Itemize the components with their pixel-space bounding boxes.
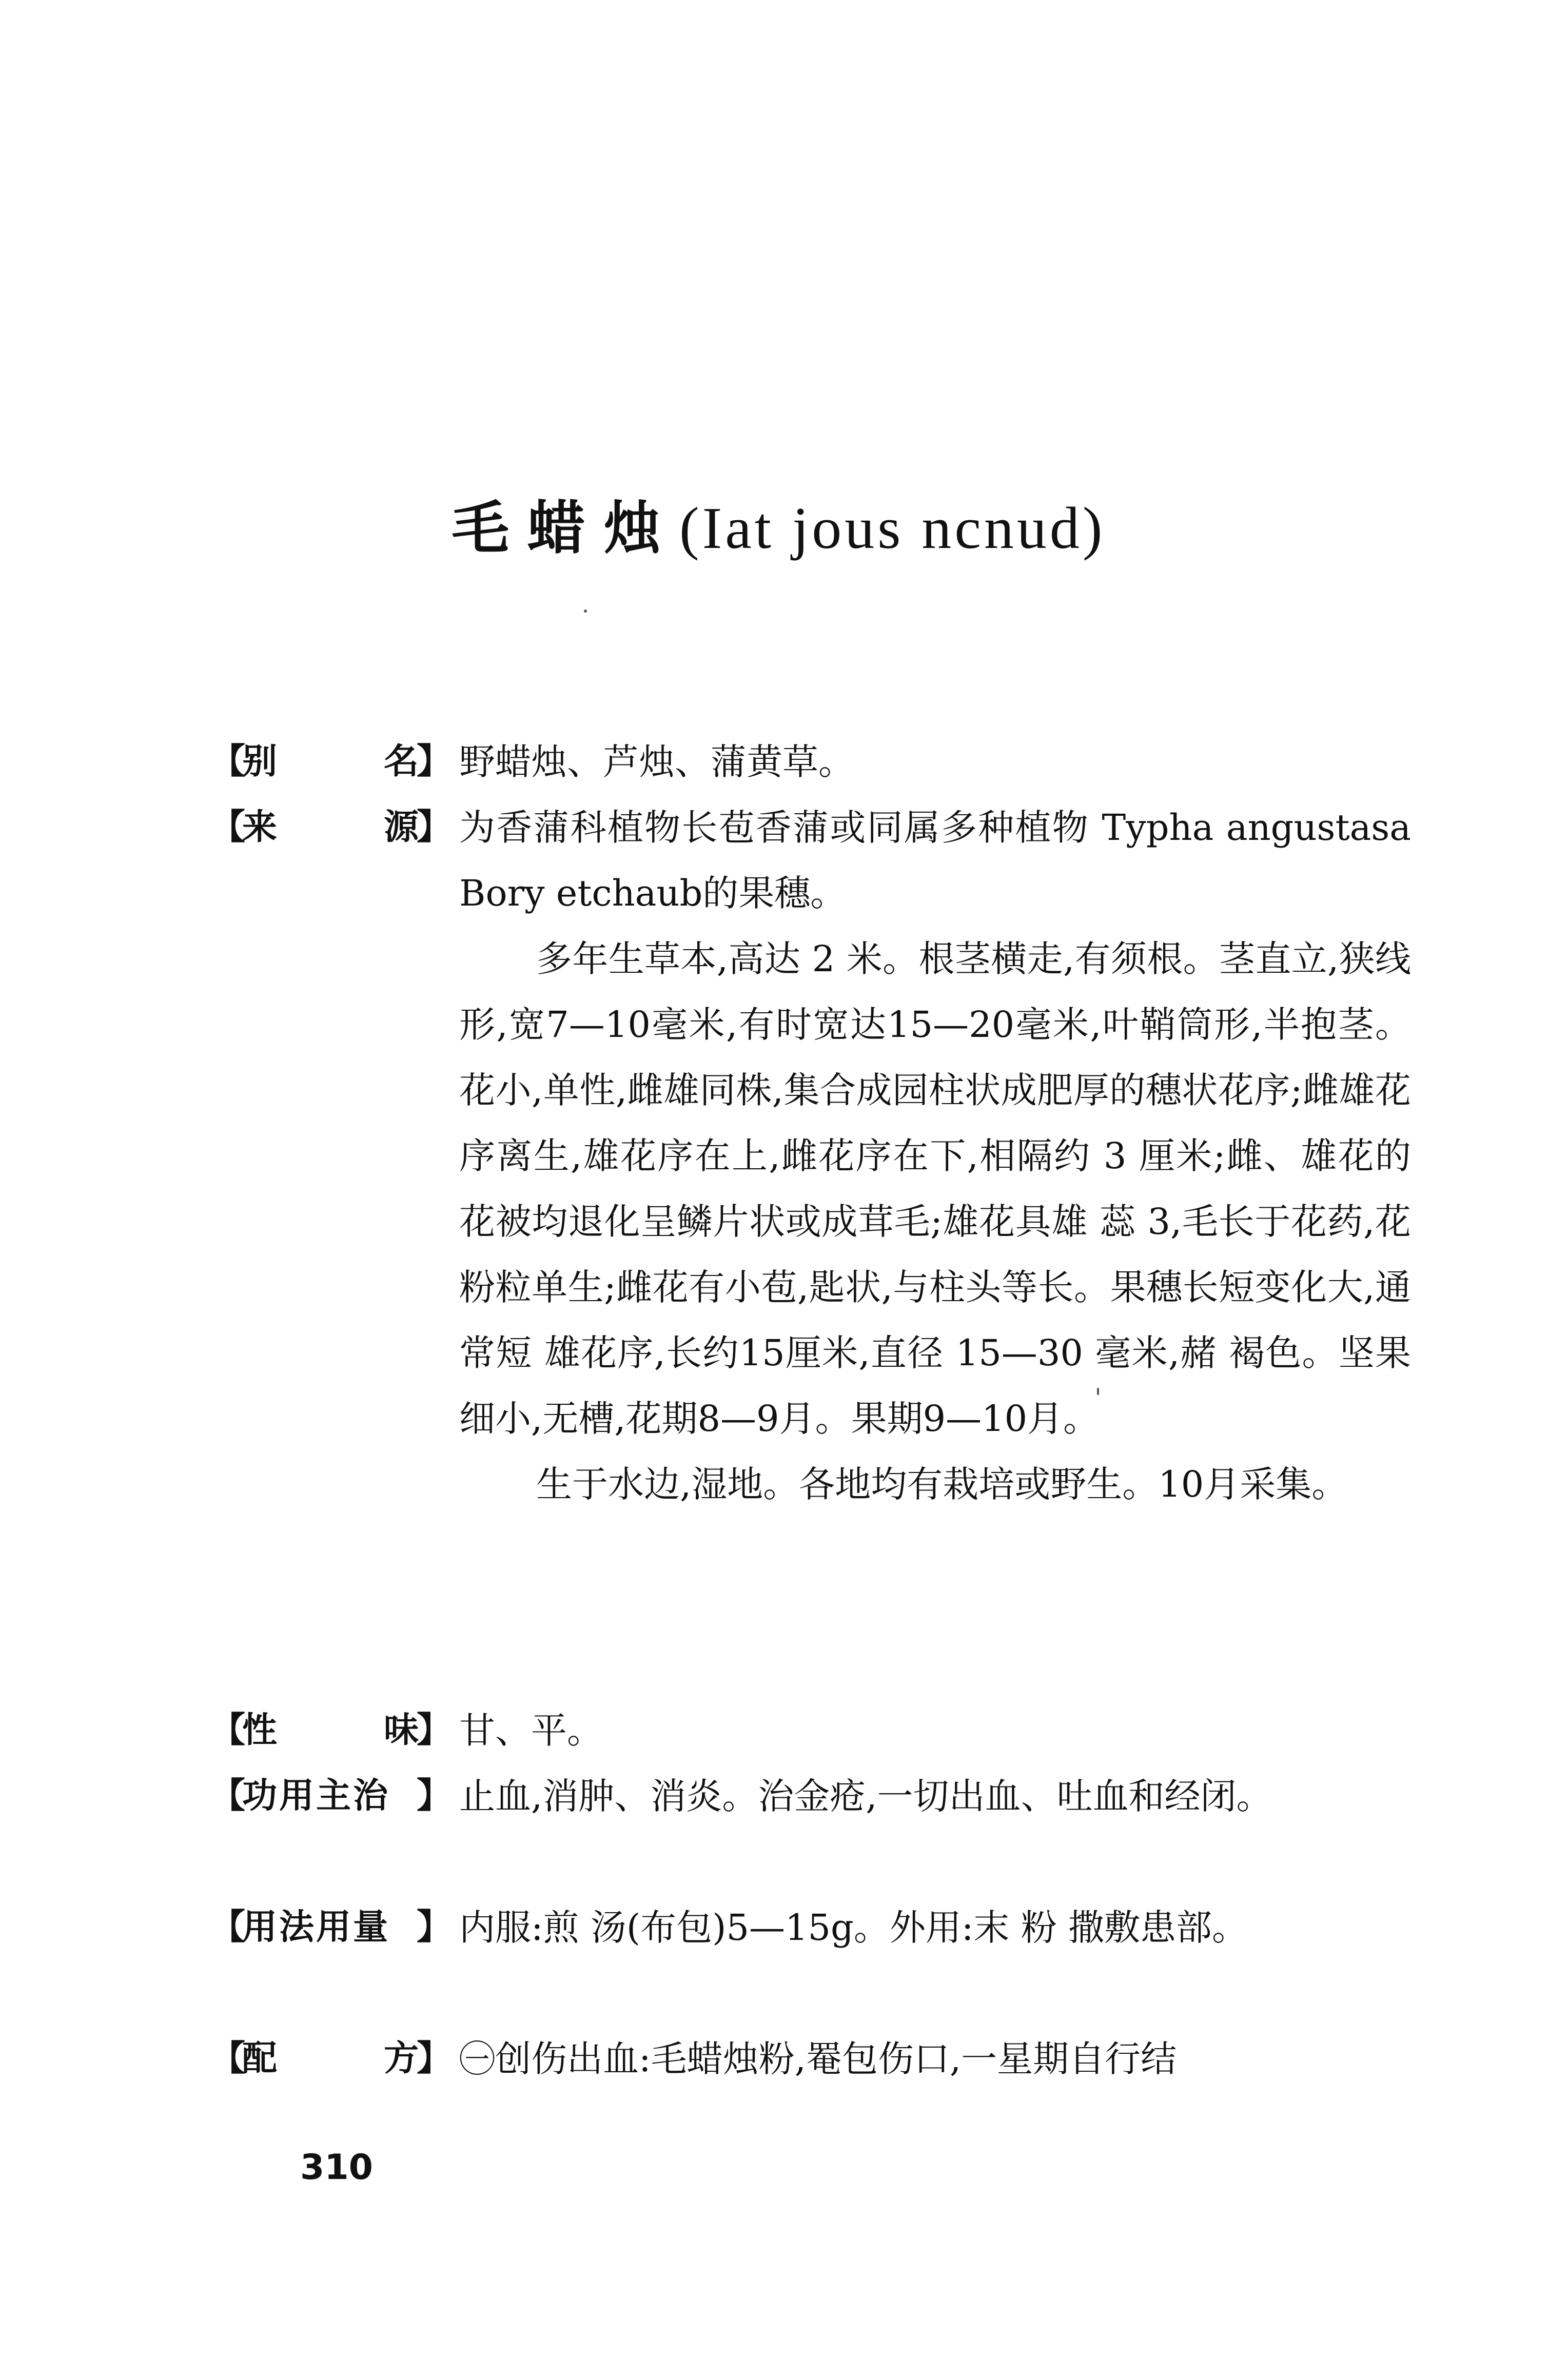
bracket-open: 【 (210, 1776, 246, 1816)
label-function: 【 功用主治 】 (210, 1773, 452, 1819)
bracket-open: 【 (210, 807, 246, 848)
bracket-open: 【 (210, 1907, 246, 1948)
bracket-close: 】 (416, 1907, 452, 1948)
bracket-open: 【 (210, 2038, 246, 2079)
bracket-close: 】 (416, 1710, 452, 1751)
label-alias: 【 别 名 】 (210, 739, 452, 785)
source-paragraph-2: 多年生草本,高达 2 米。根茎横走,有须根。茎直立,狭线形,宽7—10毫米,有时宽达15—20毫米,叶鞘筒形,半抱茎。花小,单性,雌雄同株,集合成园柱状成肥厚的穗状花序;雌雄花序离生,雄花序在上,雌花序在下,相隔约 3 厘米;雌、雄花的花被均退化呈鳞片状或成茸毛;雄花具雄 蕊 3,毛长于花药,花粉粒单生;雌花有小苞,匙状,与柱头等长。果穗长短变化大,通常短 雄花序,长约15厘米,直径 15—30 毫米,赭 褐色。坚果细小,无槽,花期8—9月。果期9—10月。 (459, 938, 1411, 1440)
content-usage: 内服:煎 汤(布包)5—15g。外用:末 粉 撒敷患部。 (459, 1907, 1248, 1949)
source-paragraph-3: 生于水边,湿地。各地均有栽培或野生。10月采集。 (536, 1463, 1348, 1505)
title-latin: (Iat jous ncnud) (679, 496, 1106, 561)
bracket-close: 】 (416, 1776, 452, 1816)
content-formula: ㊀创伤出血:毛蜡烛粉,罨包伤口,一星期自行结 (459, 2038, 1177, 2080)
label-taste: 【 性 味 】 (210, 1707, 452, 1754)
page-number: 310 (300, 2147, 373, 2188)
content-function: 止血,消肿、消炎。治金疮,一切出血、吐血和经闭。 (459, 1775, 1272, 1817)
content-taste: 甘、平。 (459, 1710, 603, 1752)
bracket-open: 【 (210, 741, 246, 782)
content-source (459, 795, 1411, 1517)
print-speck (584, 610, 587, 613)
bracket-close: 】 (416, 2038, 452, 2079)
bracket-close: 】 (416, 741, 452, 782)
label-source: 【 来 源 】 (210, 804, 452, 851)
source-paragraph-1: 为香蒲科植物长苞香蒲或同属多种植物 Typha angustasa Bory etchaub的果穗。 (459, 807, 1411, 914)
bracket-close: 】 (416, 807, 452, 848)
entry-title (452, 493, 1283, 564)
title-chinese: 毛蜡烛 (452, 495, 679, 562)
bracket-open: 【 (210, 1710, 246, 1751)
label-usage: 【 用法用量 】 (210, 1904, 452, 1951)
content-alias: 野蜡烛、芦烛、蒲黄草。 (459, 741, 854, 783)
label-formula: 【 配 方 】 (210, 2036, 452, 2082)
